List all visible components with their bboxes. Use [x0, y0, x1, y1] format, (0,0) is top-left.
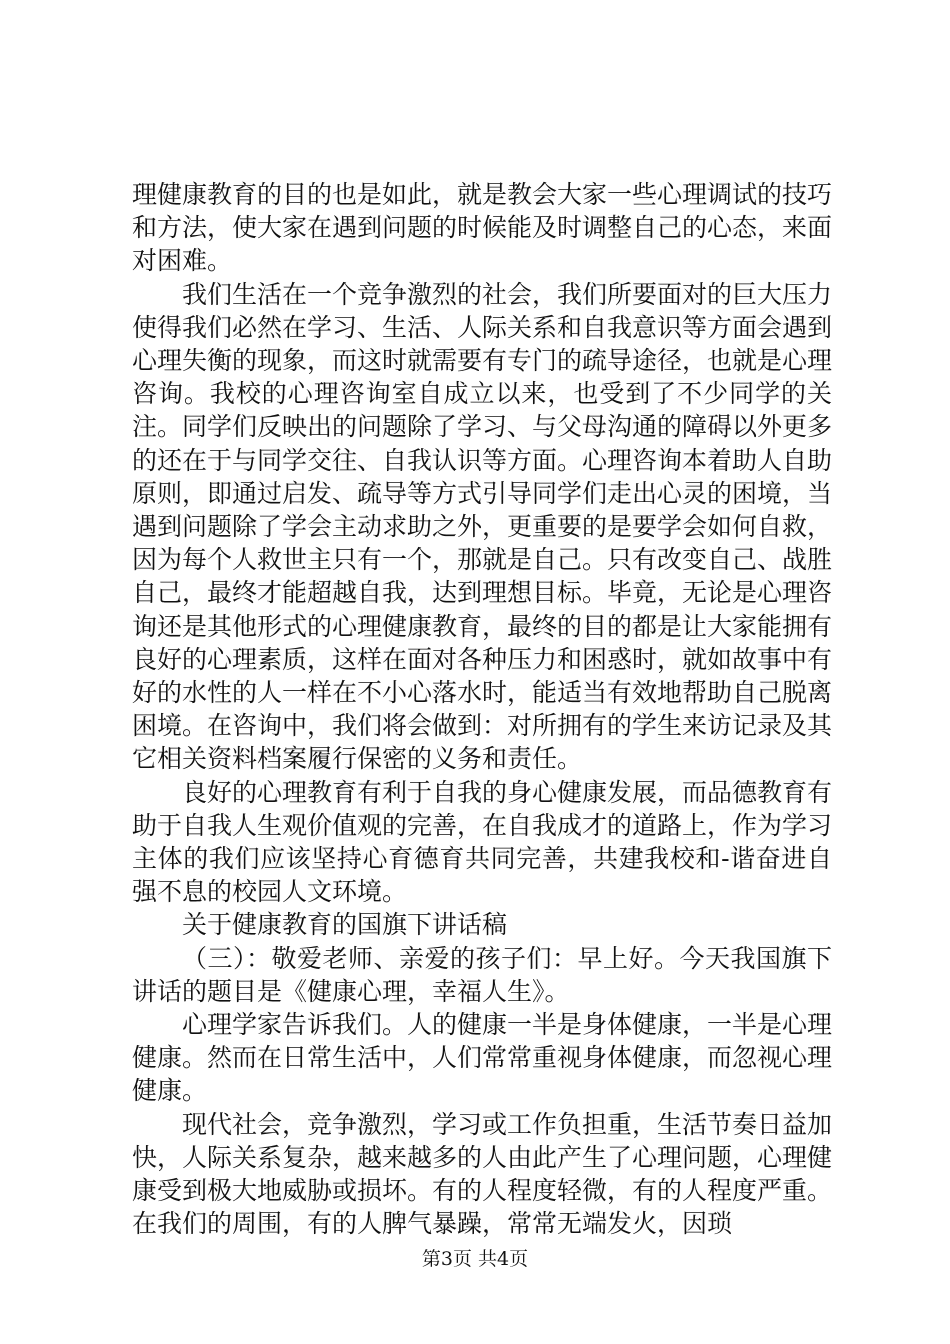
paragraph-moral-education: 良好的心理教育有利于自我的身心健康发展，而品德教育有助于自我人生观价值观的完善，在自我成才的道路上，作为学习主体的我们应该坚持心育德育共同完善，共建我校和-谐奋进自强不息的校园人文环境。 — [132, 777, 833, 907]
document-body — [132, 178, 832, 1241]
paragraph-modern-society: 现代社会，竞争激烈，学习或工作负担重，生活节奏日益加快，人际关系复杂，越来越多的人由此产生了心理问题，心理健康受到极大地威胁或损坏。有的人程度轻微，有的人程度严重。在我们的周围，有的人脾气暴躁，常常无端发火，因琐 — [132, 1109, 833, 1239]
paragraph-counseling: 我们生活在一个竞争激烈的社会，我们所要面对的巨大压力使得我们必然在学习、生活、人际关系和自我意识等方面会遇到心理失衡的现象，而这时就需要有专门的疏导途径，也就是心理咨询。我校的心理咨询室自成立以来，也受到了不少同学的关注。同学们反映出的问题除了学习、与父母沟通的障碍以外更多的还在于与同学交往、自我认识等方面。心理咨询本着助人自助原则，即通过启发、疏导等方式引导同学们走出心灵的困境，当遇到问题除了学会主动求助之外，更重要的是要学会如何自救，因为每个人救世主只有一个，那就是自己。只有改变自己、战胜自己，最终才能超越自我，达到理想目标。毕竟，无论是心理咨询还是其他形式的心理健康教育，最终的目的都是让大家能拥有良好的心理素质，这样在面对各种压力和困惑时，就如故事中有好的水性的人一样在不小心落水时，能适当有效地帮助自己脱离困境。在咨询中，我们将会做到：对所拥有的学生来访记录及其它相关资料档案履行保密的义务和责任。 — [132, 279, 833, 774]
section-heading: 关于健康教育的国旗下讲话稿 — [182, 910, 508, 940]
paragraph-greeting: （三）：敬爱老师、亲爱的孩子们：早上好。今天我国旗下讲话的题目是《健康心理，幸福人生》。 — [132, 943, 832, 1006]
paragraph-psychologist: 心理学家告诉我们。人的健康一半是身体健康，一半是心理健康。然而在日常生活中，人们常常重视身体健康，而忽视心理健康。 — [132, 1010, 833, 1106]
paragraph-continuation: 理健康教育的目的也是如此，就是教会大家一些心理调试的技巧和方法，使大家在遇到问题的时候能及时调整自己的心态，来面对困难。 — [132, 180, 833, 276]
page-footer: 第3页 共4页 — [421, 1248, 529, 1270]
